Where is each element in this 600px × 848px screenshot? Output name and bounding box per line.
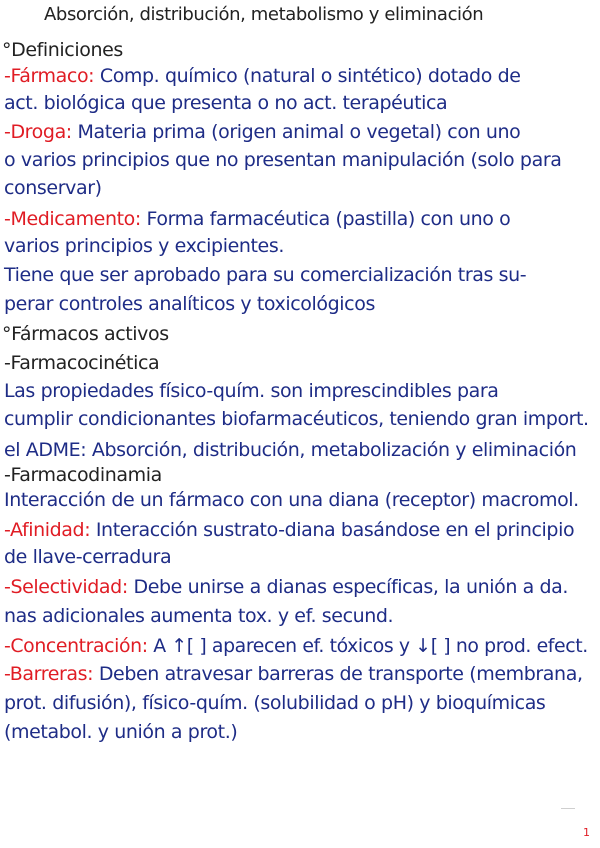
note-text: Deben atravesar barreras de transporte (membrana,	[93, 663, 583, 685]
note-text: Comp. químico (natural o sintético) dotado de	[94, 65, 521, 87]
note-line	[4, 119, 520, 145]
note-line	[4, 719, 237, 745]
note-line	[4, 233, 284, 259]
note-line	[4, 544, 171, 570]
footer-mark	[561, 808, 575, 809]
note-text: act. biológica que presenta o no act. terapéutica	[4, 92, 448, 114]
section-heading: -Farmacodinamia	[4, 464, 162, 486]
note-text: (metabol. y unión a prot.)	[4, 721, 238, 743]
note-text: Interacción sustrato-diana basándose en el principio	[90, 519, 575, 541]
note-line	[4, 574, 568, 600]
page-number: 1	[583, 826, 590, 839]
note-text: el ADME: Absorción, distribución, metabolización y eliminación	[4, 439, 577, 461]
term-label: -Afinidad:	[4, 519, 91, 541]
note-line	[4, 147, 561, 173]
note-text: conservar)	[4, 177, 102, 199]
note-text: nas adicionales aumenta tox. y ef. secund.	[4, 605, 394, 627]
term-label: -Fármaco:	[4, 65, 95, 87]
note-line	[4, 90, 447, 116]
section-heading: °Fármacos activos	[2, 323, 169, 345]
note-text: Debe unirse a dianas específicas, la unión a da.	[127, 576, 569, 598]
note-line	[4, 350, 159, 376]
note-line	[4, 437, 576, 463]
note-text: Forma farmacéutica (pastilla) con uno o	[140, 208, 511, 230]
term-label: -Medicamento:	[4, 208, 141, 230]
note-line	[4, 175, 102, 201]
note-text: o varios principios que no presentan manipulación (solo para	[4, 149, 562, 171]
note-line	[4, 517, 574, 543]
term-label: -Droga:	[4, 121, 72, 143]
note-line	[4, 378, 499, 404]
note-line	[4, 262, 526, 288]
note-text: perar controles analíticos y toxicológicos	[4, 293, 375, 315]
section-heading: °Definiciones	[2, 39, 123, 61]
term-label: -Concentración:	[4, 635, 148, 657]
note-line	[4, 661, 583, 687]
note-line	[4, 603, 393, 629]
note-line	[4, 291, 375, 317]
page-title: Absorción, distribución, metabolismo y eliminación	[44, 4, 484, 25]
note-line	[4, 462, 162, 488]
note-text: A ↑[ ] aparecen ef. tóxicos y ↓[ ] no prod. efect.	[147, 635, 588, 657]
note-line	[2, 37, 123, 63]
term-label: -Barreras:	[4, 663, 94, 685]
note-text: Las propiedades físico-quím. son imprescindibles para	[4, 380, 499, 402]
note-text: varios principios y excipientes.	[4, 235, 284, 257]
note-text: Tiene que ser aprobado para su comercialización tras su-	[4, 264, 527, 286]
note-line	[4, 63, 521, 89]
note-text: cumplir condicionantes biofarmacéuticos, teniendo gran import.	[4, 408, 589, 430]
note-text: prot. difusión), físico-quím. (solubilidad o pH) y bioquímicas	[4, 692, 546, 714]
note-line	[4, 690, 545, 716]
note-text: de llave-cerradura	[4, 546, 172, 568]
note-text: Interacción de un fármaco con una diana (receptor) macromol.	[4, 489, 579, 511]
note-line	[4, 406, 589, 432]
term-label: -Selectividad:	[4, 576, 128, 598]
note-line	[4, 633, 588, 659]
section-heading: -Farmacocinética	[4, 352, 160, 374]
note-line	[4, 206, 510, 232]
note-line	[2, 321, 169, 347]
note-line	[4, 487, 579, 513]
note-text: Materia prima (origen animal o vegetal) con uno	[71, 121, 521, 143]
